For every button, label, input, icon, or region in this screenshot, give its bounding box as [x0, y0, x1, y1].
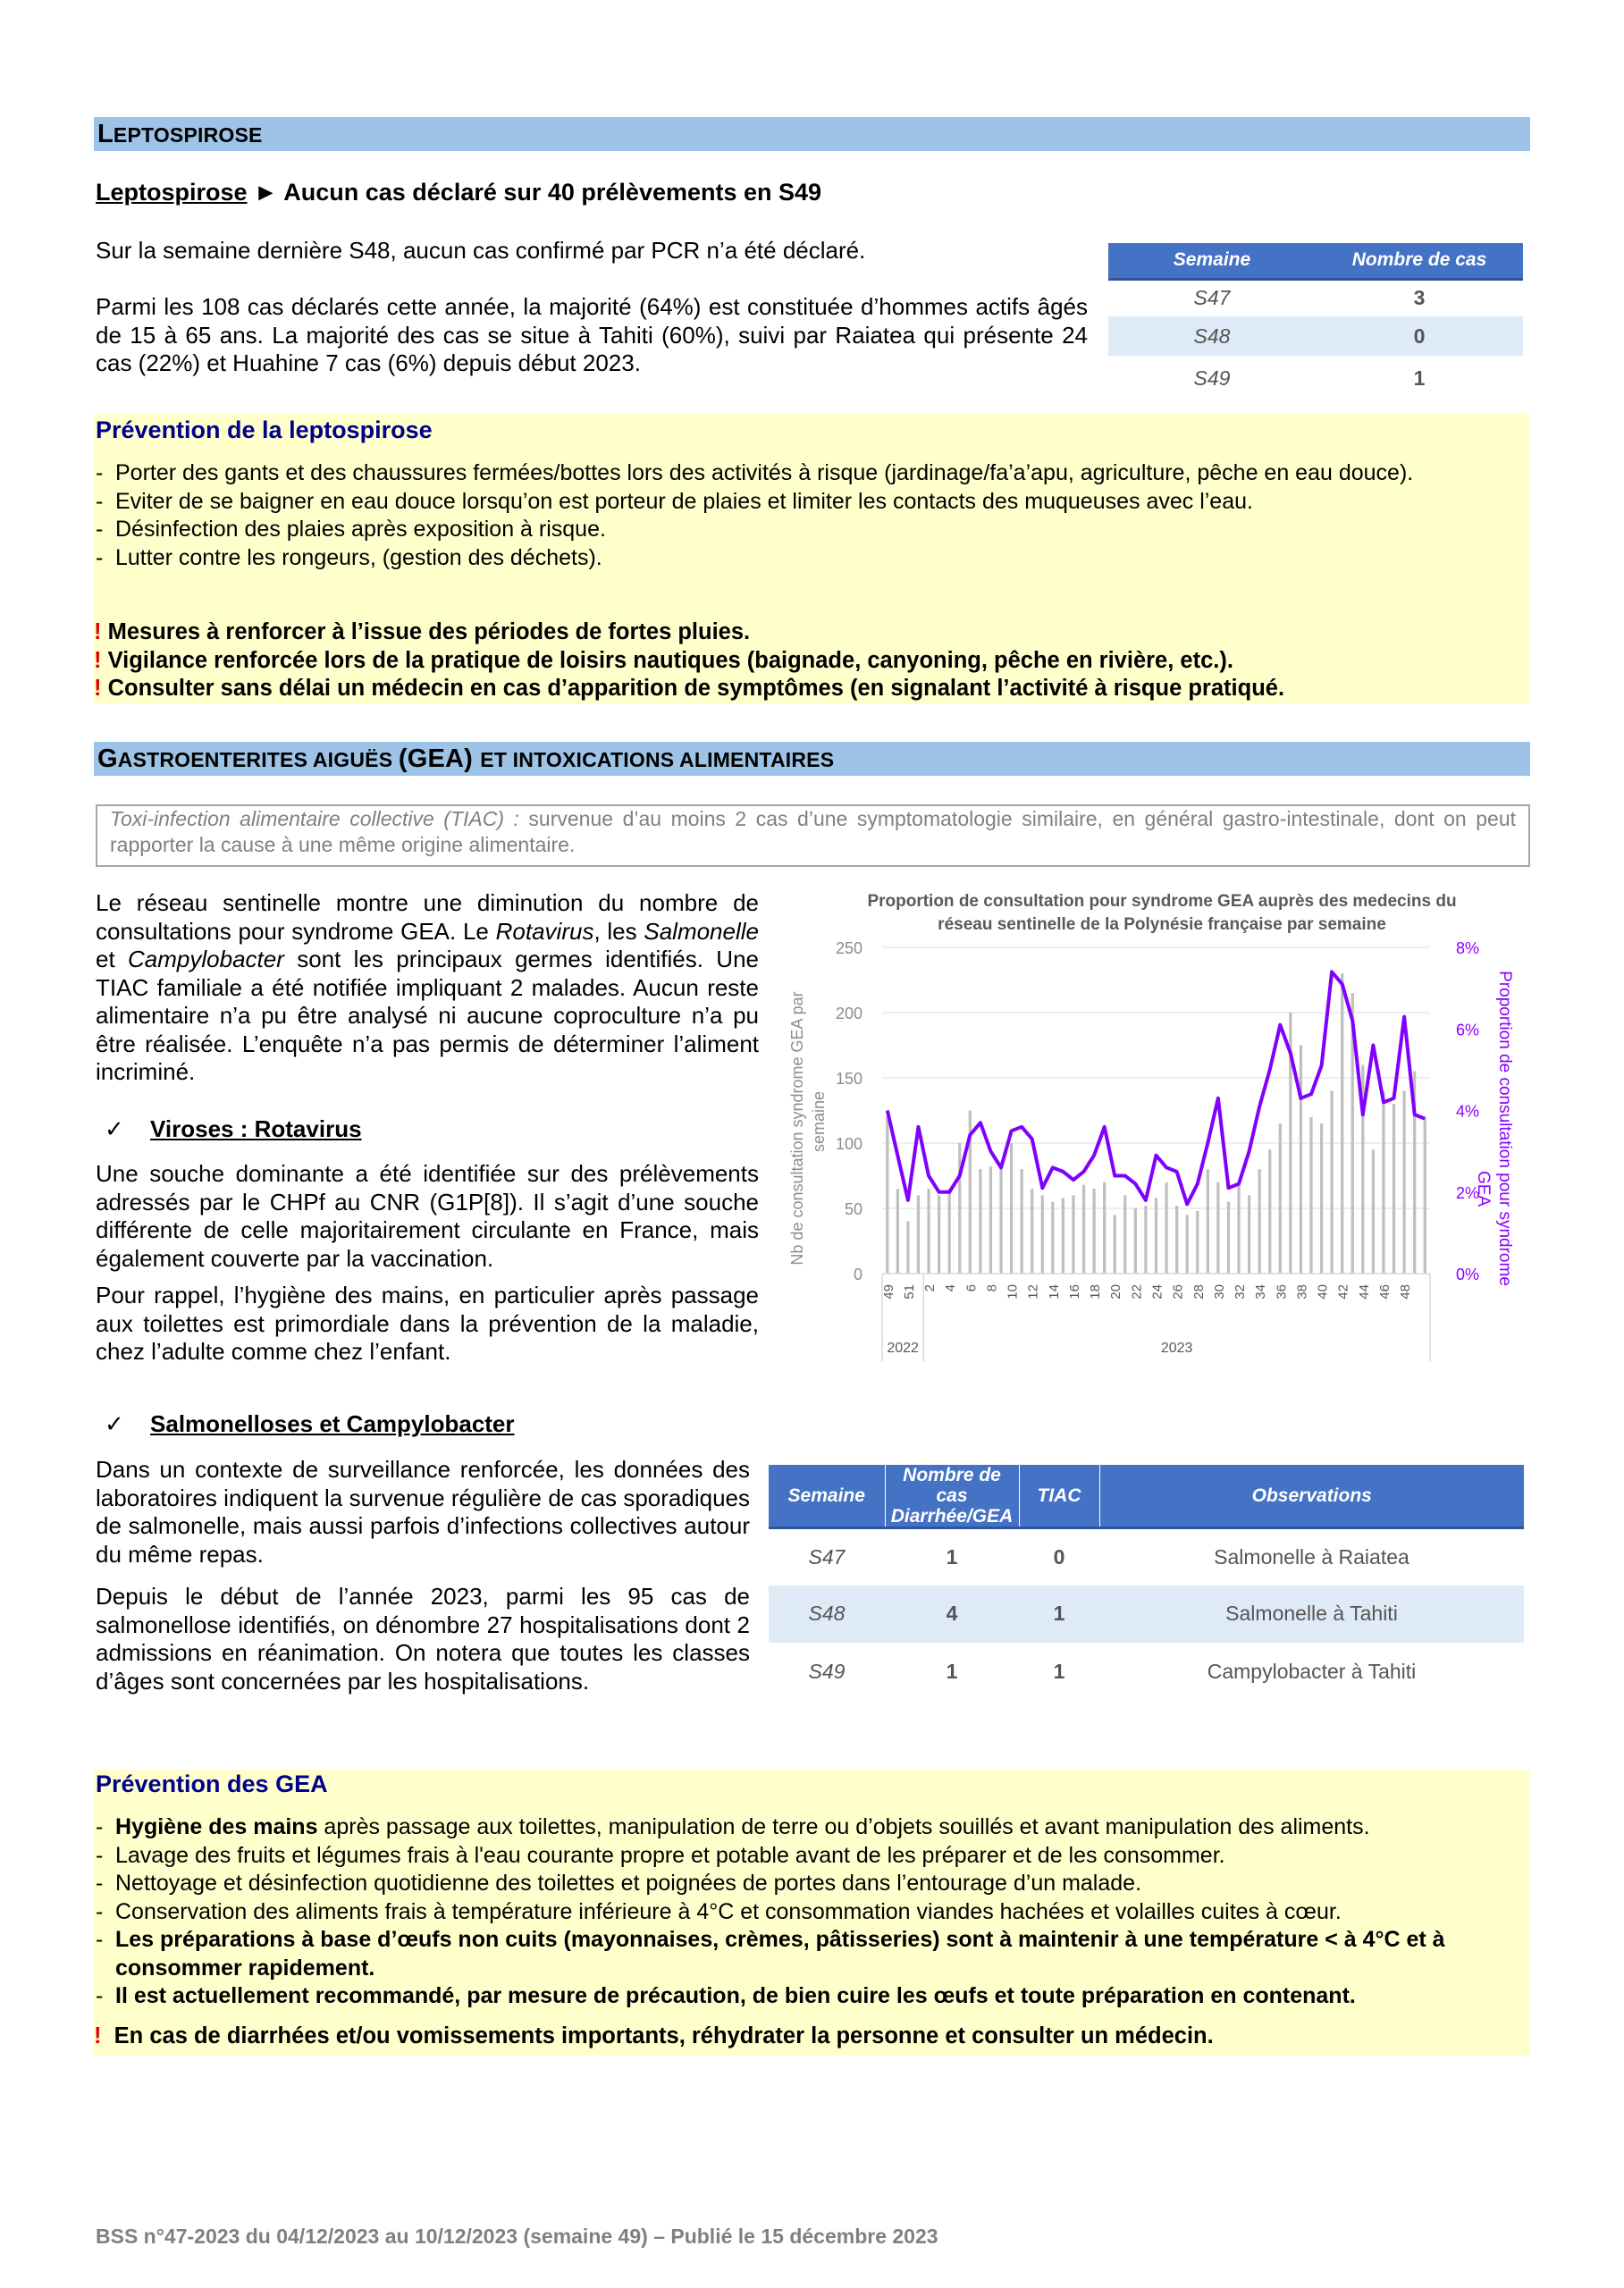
list-item: - Hygiène des mains après passage aux toilettes, manipulation de terre ou d’objets souillés et avant manipulation des aliments. [94, 1813, 1524, 1842]
chart-bar [1258, 1169, 1261, 1274]
table-row [1108, 279, 1523, 316]
x-tick-label: 24 [1149, 1284, 1165, 1300]
x-tick-label: 22 [1129, 1284, 1145, 1300]
x-tick-label: 14 [1046, 1284, 1062, 1300]
y-axis-label: semaine [810, 1090, 828, 1153]
y2-tick-label: 8% [1455, 939, 1480, 957]
lepto-prevention-box [94, 413, 1530, 704]
gea-cases-table [769, 1465, 1524, 1702]
chart-bar [927, 1189, 930, 1274]
warning-line: ! Mesures à renforcer à l’issue des périodes de fortes pluies. [94, 619, 751, 644]
x-tick-label: 16 [1066, 1284, 1082, 1300]
y-tick-label: 50 [844, 1200, 862, 1218]
checkmark-icon: ✓ [105, 1115, 124, 1142]
year-label: 2023 [1160, 1341, 1193, 1356]
x-tick-label: 49 [880, 1284, 896, 1300]
lepto-paragraph-1: Sur la semaine dernière S48, aucun cas confirmé par PCR n’a été déclaré. [96, 237, 866, 264]
y-axis-label: Nb de consultation syndrome GEA par [788, 991, 806, 1266]
chart-bar [1062, 1198, 1064, 1274]
lepto-paragraph-2: Parmi les 108 cas déclarés cette année, la majorité (64%) est constituée d’hommes actifs âgés de 15 à 65 ans. La majorité des cas se situe à Tahiti (60%), suivi par Raiatea qui présente 24 cas (22%) et Huahine 7 cas (6%) depuis début 2023. [96, 293, 1088, 376]
prevention-title: Prévention de la leptospirose [96, 416, 433, 443]
x-tick-label: 48 [1398, 1284, 1414, 1300]
y-tick-label: 150 [835, 1070, 862, 1088]
chart-bar [1320, 1123, 1323, 1274]
chart-bar [917, 1195, 920, 1274]
chart-bar [1103, 1182, 1106, 1274]
chart-bar [1300, 1046, 1302, 1274]
table-row [769, 1643, 1524, 1702]
table-row [1108, 316, 1523, 356]
chart-bar [938, 1195, 940, 1274]
y-tick-label: 100 [835, 1135, 862, 1153]
list-item: - Eviter de se baigner en eau douce lorsqu’on est porteur de plaies et limiter les contacts des muqueuses avec l’eau. [94, 488, 1488, 517]
table-cell: 0 [1413, 324, 1426, 348]
table-cell: 0 [1053, 1544, 1065, 1569]
section-header-leptospirose: LEPTOSPIROSE [94, 117, 1530, 151]
gea-consultation-chart [778, 885, 1528, 1356]
table-cell: 1 [946, 1660, 958, 1683]
x-tick-label: 6 [963, 1284, 980, 1292]
checkmark-icon: ✓ [105, 1410, 124, 1437]
table-cell: Salmonelle à Raiatea [1214, 1544, 1409, 1569]
chart-bar [1248, 1195, 1250, 1274]
warning-line: ! En cas de diarrhées et/ou vomissements importants, réhydrater la personne et consulter un médecin. [94, 2023, 1214, 2048]
tiac-definition-box: Toxi-infection alimentaire collective (TIAC) : survenue d’au moins 2 cas d’une symptomatologie similaire, en général gastro-intestinale, dont on peut rapporter la cause à une même origine alimentaire. [96, 804, 1530, 867]
table-cell: S49 [808, 1660, 846, 1683]
chart-bar [1393, 1104, 1395, 1274]
chart-bar [886, 1117, 888, 1274]
x-tick-label: 34 [1253, 1284, 1269, 1300]
x-tick-label: 18 [1088, 1284, 1104, 1300]
table-cell: S49 [1193, 366, 1231, 390]
chart-bar [1175, 1206, 1178, 1274]
chart-bar [1331, 1091, 1334, 1274]
chart-bar [1207, 1169, 1209, 1274]
warning-icon: ! [94, 2023, 102, 2048]
chart-title: Proportion de consultation pour syndrome GEA auprès des medecins du [867, 892, 1457, 911]
viroses-heading: ✓ Viroses : Rotavirus [105, 1115, 362, 1142]
x-tick-label: 4 [943, 1284, 959, 1292]
chart-bar [1402, 1091, 1405, 1274]
chart-bar [896, 1189, 899, 1274]
table-cell: 1 [1413, 366, 1426, 390]
list-item: - Les préparations à base d’œufs non cuits (mayonnaises, crèmes, pâtisseries) sont à maintenir à une température < à 4°C et à consommer rapidement. [94, 1926, 1524, 1982]
chart-bar [1123, 1195, 1126, 1274]
x-tick-label: 26 [1170, 1284, 1186, 1300]
chart-bar [1216, 1182, 1219, 1274]
chart-bar [1227, 1202, 1230, 1274]
y2-axis-label: Proportion de consultation pour syndrome [1495, 971, 1514, 1286]
prevention-list [94, 459, 1488, 572]
chart-bar [979, 1169, 981, 1274]
chart-bar [1134, 1208, 1137, 1274]
chart-bar [1144, 1206, 1147, 1274]
gea-col-header: Nombre de cas Diarrhée/GEA [885, 1465, 1019, 1528]
y-tick-label: 200 [835, 1005, 862, 1022]
leptospirose-headline [96, 179, 821, 206]
chart-bar [1031, 1189, 1033, 1274]
chart-bar [1424, 1117, 1426, 1274]
table-cell: S48 [1193, 324, 1231, 348]
chart-bar [1082, 1185, 1085, 1274]
viroses-paragraph-2: Pour rappel, l’hygiène des mains, en particulier après passage aux toilettes est primordiale dans la prévention de la maladie, chez l’adulte comme chez l’enfant. [96, 1282, 759, 1365]
x-tick-label: 2 [922, 1284, 938, 1292]
table-cell: 1 [946, 1544, 958, 1569]
list-item: - Désinfection des plaies après exposition à risque. [94, 516, 1488, 544]
warning-icon: ! [94, 619, 102, 644]
list-item: - Conservation des aliments frais à température inférieure à 4°C et consommation viandes hachées et volailles cuites à cœur. [94, 1898, 1524, 1927]
list-item: - Il est actuellement recommandé, par mesure de précaution, de bien cuire les œufs et toute préparation en contenant. [94, 1982, 1524, 2011]
x-tick-label: 36 [1274, 1284, 1290, 1300]
x-tick-label: 28 [1191, 1284, 1207, 1300]
chart-bar [1165, 1182, 1167, 1274]
y2-tick-label: 2% [1455, 1183, 1480, 1202]
table-cell: 1 [1053, 1660, 1065, 1683]
chart-bar [948, 1189, 951, 1274]
chart-bar [1186, 1215, 1189, 1274]
table-cell: 4 [946, 1602, 958, 1625]
chart-bar [1237, 1182, 1240, 1274]
warning-line: ! Consulter sans délai un médecin en cas d’apparition de symptômes (en signalant l’activité à risque pratiqué. [94, 676, 1285, 701]
table-cell: 1 [1053, 1602, 1065, 1625]
warning-line: ! Vigilance renforcée lors de la pratique de loisirs nautiques (baignade, canyoning, pêche en rivière, etc.). [94, 647, 1233, 673]
warning-list [94, 618, 1284, 703]
y2-tick-label: 6% [1455, 1021, 1480, 1039]
chart-bar [906, 1222, 909, 1274]
chart-bar [1021, 1169, 1023, 1274]
chart-bar [1309, 1117, 1312, 1274]
salmo-paragraph-1: Dans un contexte de surveillance renforcée, les données des laboratoires indiquent la survenue régulière de cas sporadiques de salmonelle, mais aussi parfois d’infections collectives autour du même repas. [96, 1456, 750, 1568]
salmonelloses-heading: ✓ Salmonelloses et Campylobacter [105, 1410, 515, 1437]
list-item: - Porter des gants et des chaussures fermées/bottes lors des activités à risque (jardinage/fa’a’apu, agriculture, pêche en eau douce). [94, 459, 1488, 488]
x-tick-label: 32 [1233, 1284, 1249, 1300]
chart-bar [1341, 973, 1343, 1274]
chart-bar [1372, 1149, 1375, 1274]
warning-icon: ! [94, 676, 102, 701]
chart-bar [1155, 1198, 1157, 1274]
x-tick-label: 51 [901, 1284, 917, 1300]
y2-tick-label: 0% [1455, 1266, 1480, 1283]
lepto-col-header: Semaine [1108, 243, 1316, 279]
chart-bar [958, 1143, 961, 1274]
table-row [769, 1586, 1524, 1643]
chart-bar [1010, 1143, 1013, 1274]
table-cell: Campylobacter à Tahiti [1207, 1660, 1417, 1683]
x-tick-label: 46 [1376, 1284, 1393, 1300]
table-cell: S48 [808, 1602, 846, 1625]
y-tick-label: 0 [853, 1266, 862, 1283]
gea-intro-paragraph: Le réseau sentinelle montre une diminution du nombre de consultations pour syndrome GEA. Le Rotavirus, les Salmonelle et Campylobacter sont les principaux germes identifiés. Une TIAC familiale a été notifiée impliquant 2 malades. Aucun reste alimentaire n’a pu être analysé ni aucune coproculture n’a pu être réalisée. L’enquête n’a pas permis de déterminer l’aliment incriminé. [96, 889, 759, 1085]
x-tick-label: 38 [1294, 1284, 1310, 1300]
chart-bar [1279, 1123, 1282, 1274]
table-cell: 3 [1413, 286, 1426, 310]
warning-icon: ! [94, 647, 102, 673]
table-cell: S47 [808, 1544, 846, 1569]
chart-bar [1041, 1195, 1044, 1274]
table-cell: Salmonelle à Tahiti [1225, 1602, 1398, 1625]
x-tick-label: 40 [1315, 1284, 1331, 1300]
chart-bar [999, 1163, 1002, 1274]
chart-bar [1268, 1149, 1271, 1274]
y2-tick-label: 4% [1455, 1102, 1480, 1121]
gea-col-header: Observations [1099, 1465, 1524, 1528]
lepto-cases-table [1108, 243, 1523, 400]
x-tick-label: 20 [1108, 1284, 1124, 1300]
chart-bar [989, 1166, 992, 1274]
x-tick-label: 12 [1025, 1284, 1041, 1300]
section-header-gea: GASTROENTERITES AIGUËS (GEA) ET INTOXICATIONS ALIMENTAIRES [94, 742, 1530, 776]
y-tick-label: 250 [835, 939, 862, 957]
table-row [769, 1528, 1524, 1586]
chart-bar [1114, 1215, 1116, 1274]
footer-bulletin-info: BSS n°47-2023 du 04/12/2023 au 10/12/2023 (semaine 49) – Publié le 15 décembre 2023 [96, 2225, 938, 2248]
chart-bar [1051, 1202, 1054, 1274]
gea-col-header: TIAC [1019, 1465, 1099, 1528]
chart-bar [1196, 1211, 1199, 1274]
viroses-paragraph-1: Une souche dominante a été identifiée sur des prélèvements adressés par le CHPf au CNR (G1P[8]). Il s’agit d’une souche différente de celle majoritairement circulante en France, mais également couverte par la vaccination. [96, 1160, 759, 1272]
year-label: 2022 [887, 1341, 919, 1356]
x-tick-label: 10 [1005, 1284, 1021, 1300]
table-row [1108, 356, 1523, 400]
chart-bar [1092, 1189, 1095, 1274]
table-cell: S47 [1193, 286, 1231, 310]
list-item: - Lavage des fruits et légumes frais à l'eau courante propre et potable avant de les préparer et de les consommer. [94, 1842, 1524, 1871]
x-tick-label: 44 [1356, 1284, 1372, 1300]
x-tick-label: 8 [984, 1284, 1000, 1292]
chart-title: réseau sentinelle de la Polynésie française par semaine [938, 915, 1386, 934]
chart-line-series [888, 972, 1425, 1204]
gea-prevention-box [94, 1770, 1530, 2056]
gea-col-header: Semaine [769, 1465, 885, 1528]
headline-summary: ► Aucun cas déclaré sur 40 prélèvements en S49 [247, 179, 822, 206]
lepto-col-header: Nombre de cas [1316, 243, 1523, 279]
y2-axis-label: GEA [1474, 1170, 1493, 1207]
list-item: - Lutter contre les rongeurs, (gestion des déchets). [94, 544, 1488, 573]
headline-keyword: Leptospirose [96, 179, 248, 206]
prevention-list [94, 1813, 1524, 2011]
list-item: - Nettoyage et désinfection quotidienne des toilettes et poignées de portes dans l’entourage d’un malade. [94, 1870, 1524, 1898]
prevention-title: Prévention des GEA [96, 1771, 328, 1797]
x-tick-label: 42 [1335, 1284, 1351, 1300]
x-tick-label: 30 [1211, 1284, 1227, 1300]
chart-bar [1382, 1091, 1384, 1274]
chart-bar [1072, 1195, 1074, 1274]
salmo-paragraph-2: Depuis le début de l’année 2023, parmi les 95 cas de salmonellose identifiés, on dénombre 27 hospitalisations dont 2 admissions en réanimation. On notera que toutes les classes d’âges sont concernées par les hospitalisations. [96, 1583, 750, 1695]
